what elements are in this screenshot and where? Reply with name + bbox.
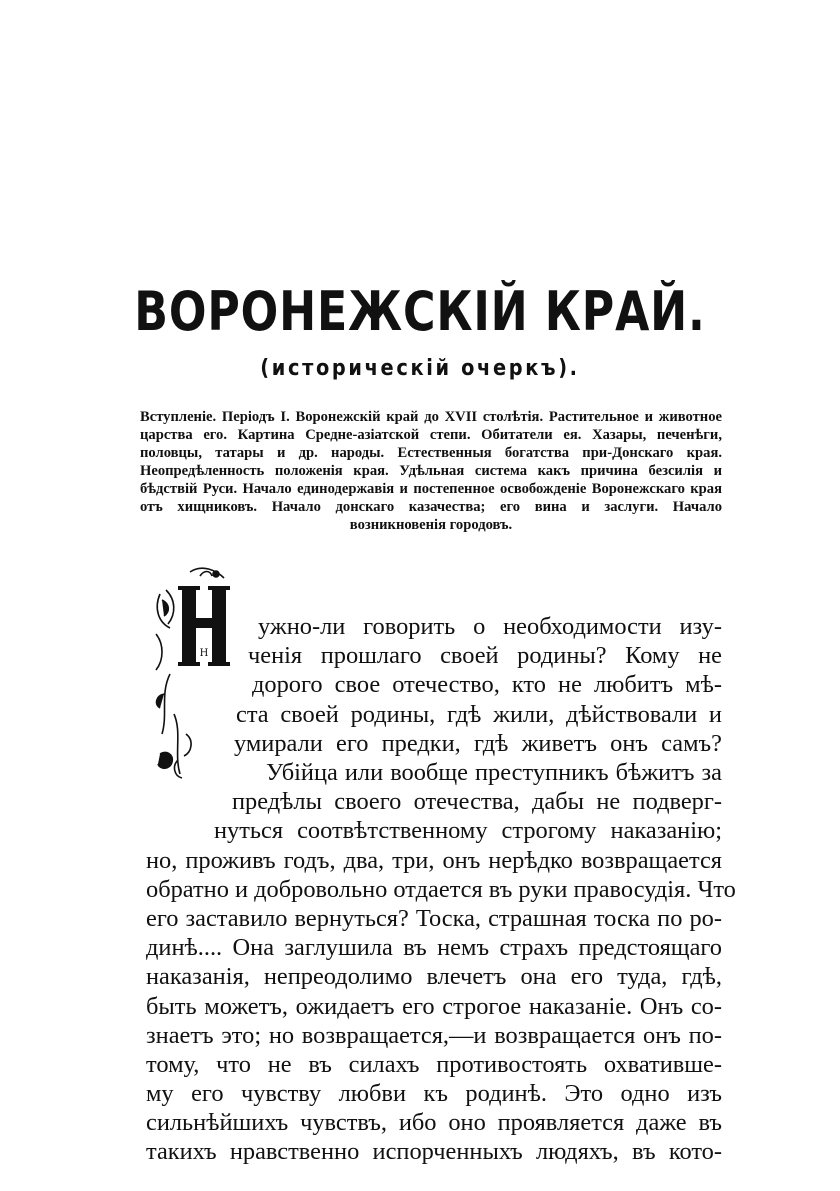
body-line: обратно и добровольно отдается въ руки правосудія. Что bbox=[146, 876, 736, 903]
body-line: но, проживъ годъ, два, три, онъ нерѣдко возвращается bbox=[146, 847, 722, 874]
body-line: ченія прошлаго своей родины? Кому не bbox=[248, 642, 722, 669]
body-line: ста своей родины, гдѣ жили, дѣйствовали и bbox=[236, 701, 722, 728]
body-line: быть можетъ, ожидаетъ его строгое наказаніе. Онъ со- bbox=[146, 993, 722, 1020]
body-line: предѣлы своего отечества, дабы не подверг- bbox=[232, 788, 722, 815]
body-line: ужно-ли говорить о необходимости изу- bbox=[258, 613, 722, 640]
body-line: его заставило вернуться? Тоска, страшная тоска по ро- bbox=[146, 905, 722, 932]
body-line: наказанія, непреодолимо влечетъ она его туда, гдѣ, bbox=[146, 963, 722, 990]
body-line: Убійца или вообще преступникъ бѣжитъ за bbox=[266, 759, 722, 786]
body-line: му его чувству любви къ родинѣ. Это одно изъ bbox=[146, 1080, 722, 1107]
chapter-subtitle: (историческій очеркъ). bbox=[260, 356, 580, 381]
body-line: нуться соотвѣтственному строгому наказанію; bbox=[214, 817, 722, 844]
dropcap-letter: Н bbox=[199, 648, 209, 659]
chapter-summary: Вступленіе. Періодъ I. Воронежскій край до XVII столѣтія. Растительное и животное царства его. Картина Средне-азіатской степи. Обитатели ея. Хазары, печенѣги, половцы, татары и др. народы. Естественныя богатства при-Донскаго края. Неопредѣленность положенія края. Удѣльная система какъ причина безсилія и бѣдствій Руси. Начало единодержавія и постепенное освобожденіе Воронежскаго края отъ хищниковъ. Начало донскаго казачества; его вина и заслуги. Начало возникновенія городовъ. bbox=[140, 409, 722, 533]
body-line: знаетъ это; но возвращается,—и возвращается онъ по- bbox=[146, 1022, 722, 1049]
body-line: дорого свое отечество, кто не любитъ мѣ- bbox=[252, 671, 722, 698]
chapter-title: ВОРОНЕЖСКІЙ КРАЙ. bbox=[134, 280, 706, 343]
body-line: динѣ.... Она заглушила въ немъ страхъ предстоящаго bbox=[146, 934, 722, 961]
body-line: сильнѣйшихъ чувствъ, ибо оно проявляется даже въ bbox=[146, 1109, 722, 1136]
body-line: умирали его предки, гдѣ живетъ онъ самъ? bbox=[234, 730, 722, 757]
body-line: тому, что не въ силахъ противостоять охватившe- bbox=[146, 1051, 722, 1078]
body-line: такихъ нравственно испорченныхъ людяхъ, въ кото- bbox=[146, 1138, 722, 1165]
decorative-dropcap-image bbox=[150, 564, 230, 786]
